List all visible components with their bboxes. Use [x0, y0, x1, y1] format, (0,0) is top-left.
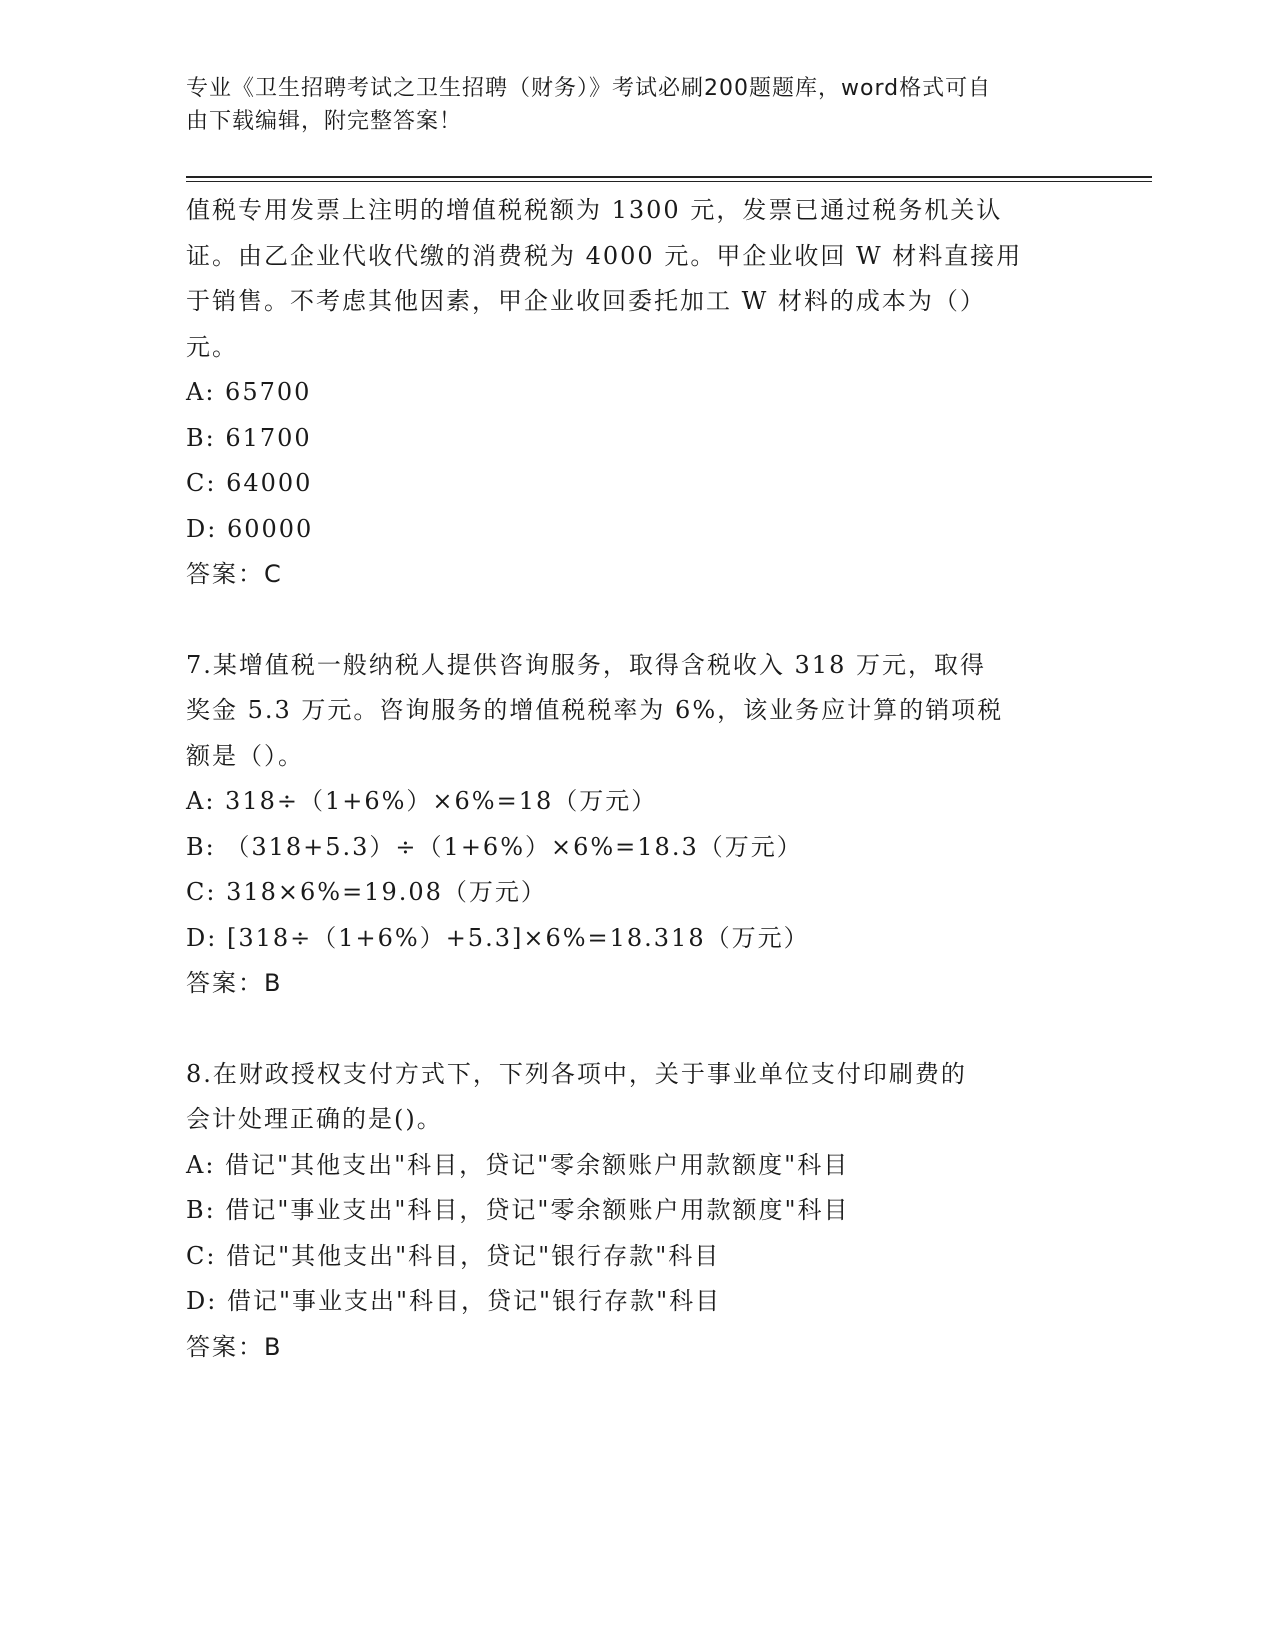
- option-a: A: 65700: [186, 378, 312, 406]
- question-8: [186, 1052, 1066, 1371]
- option-d: D: 60000: [186, 514, 314, 543]
- header-line-2: 由下载编辑，附完整答案！: [186, 109, 463, 134]
- header-divider: [186, 176, 1152, 182]
- option-c: C: 318×6%=19.08（万元）: [186, 878, 547, 906]
- question-stem-line: 8.在财政授权支付方式下，下列各项中，关于事业单位支付印刷费的: [186, 1059, 967, 1088]
- option-b: B: 61700: [186, 423, 312, 452]
- question-stem-line: 额是（）。: [186, 741, 304, 770]
- answer-label: 答案：B: [186, 1332, 283, 1361]
- option-d: D: 借记"事业支出"科目，贷记"银行存款"科目: [186, 1287, 722, 1315]
- option-b: B: 借记"事业支出"科目，贷记"零余额账户用款额度"科目: [186, 1196, 850, 1224]
- question-stem-line: 7.某增值税一般纳税人提供咨询服务，取得含税收入 318 万元，取得: [186, 650, 986, 679]
- answer-label: 答案：B: [186, 969, 283, 997]
- option-c: C: 借记"其他支出"科目，贷记"银行存款"科目: [186, 1241, 721, 1270]
- question-content: [186, 188, 1066, 1370]
- question-spacer: [186, 598, 1066, 643]
- question-stem-line: 于销售。不考虑其他因素，甲企业收回委托加工 W 材料的成本为（）: [186, 287, 986, 315]
- question-stem-line: 值税专用发票上注明的增值税税额为 1300 元，发票已通过税务机关认: [186, 196, 1003, 224]
- option-a: A: 借记"其他支出"科目，贷记"零余额账户用款额度"科目: [186, 1150, 850, 1179]
- question-stem-line: 奖金 5.3 万元。咨询服务的增值税税率为 6%，该业务应计算的销项税: [186, 696, 1004, 724]
- question-stem-line: 会计处理正确的是()。: [186, 1105, 443, 1133]
- header-line-1: 专业《卫生招聘考试之卫生招聘（财务）》考试必刷200题题库，word格式可自: [186, 76, 992, 101]
- option-d: D: [318÷（1+6%）+5.3]×6%=18.318（万元）: [186, 923, 810, 952]
- option-c: C: 64000: [186, 469, 313, 497]
- option-a: A: 318÷（1+6%）×6%=18（万元）: [186, 787, 658, 815]
- question-6: [186, 188, 1066, 598]
- question-stem-line: 元。: [186, 332, 238, 361]
- question-spacer: [186, 1007, 1066, 1052]
- question-stem-line: 证。由乙企业代收代缴的消费税为 4000 元。甲企业收回 W 材料直接用: [186, 241, 1023, 270]
- question-7: [186, 643, 1066, 1007]
- document-header: [186, 72, 1066, 138]
- option-b: B: （318+5.3）÷（1+6%）×6%=18.3（万元）: [186, 832, 803, 861]
- answer-label: 答案：C: [186, 560, 283, 588]
